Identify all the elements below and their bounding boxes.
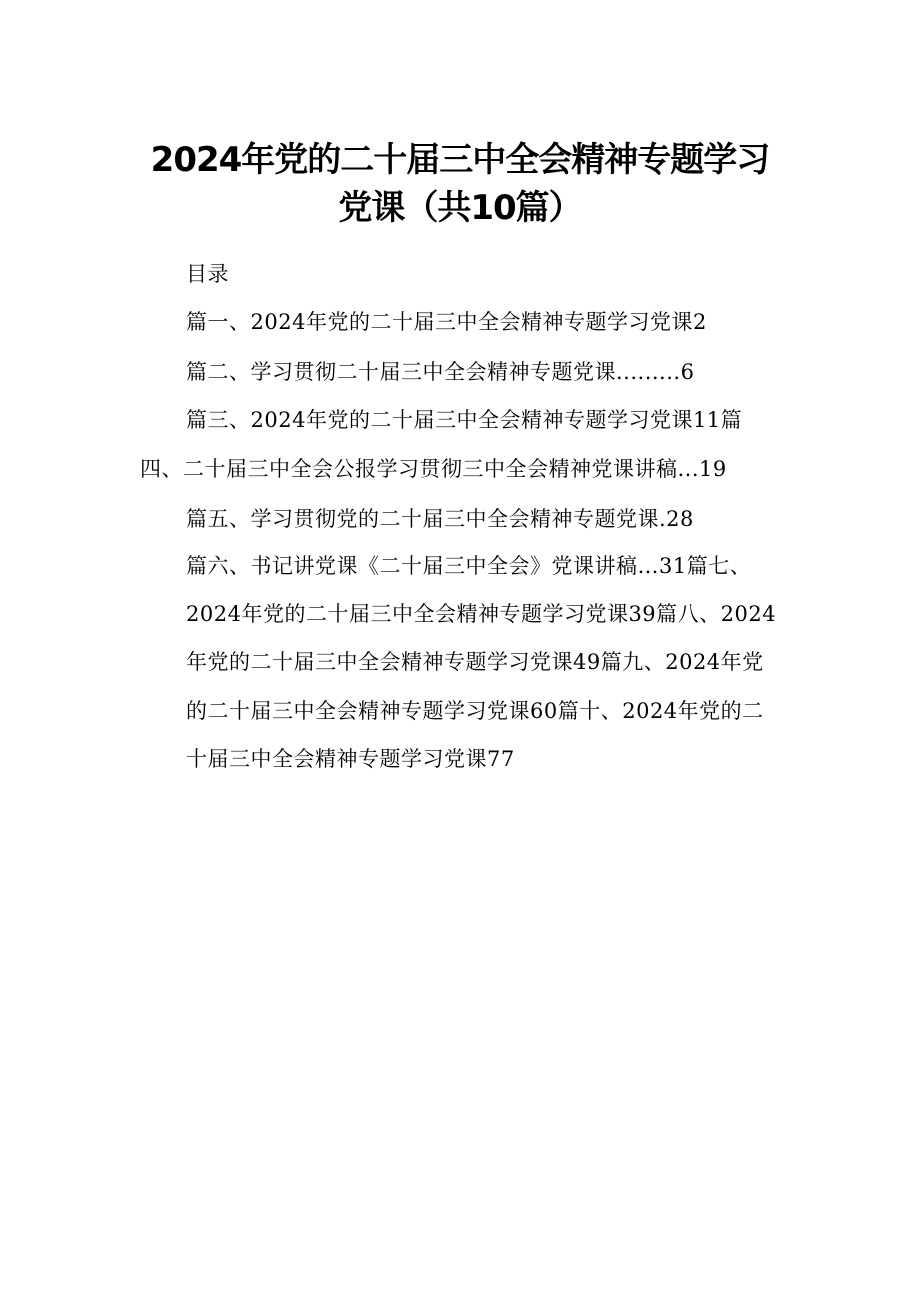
document-title-line-2: 党课（共10篇） [338, 188, 582, 228]
toc-line: 年党的二十届三中全会精神专题学习党课49篇九、2024年党 [186, 650, 764, 674]
toc-line: 篇五、学习贯彻党的二十届三中全会精神专题党课.28 [186, 507, 694, 531]
toc-line: 四、二十届三中全会公报学习贯彻三中全会精神党课讲稿...19 [140, 457, 727, 481]
toc-line: 2024年党的二十届三中全会精神专题学习党课39篇八、2024 [186, 602, 777, 626]
toc-line: 篇一、2024年党的二十届三中全会精神专题学习党课2 [186, 310, 707, 334]
toc-line: 的二十届三中全会精神专题学习党课60篇十、2024年党的二 [186, 699, 764, 723]
toc-line: 十届三中全会精神专题学习党课77 [186, 747, 515, 771]
toc-heading: 目录 [186, 262, 229, 286]
toc-line: 篇三、2024年党的二十届三中全会精神专题学习党课11篇 [186, 408, 743, 432]
document-title-line-1: 2024年党的二十届三中全会精神专题学习 [150, 140, 770, 180]
toc-line: 篇二、学习贯彻二十届三中全会精神专题党课.........6 [186, 360, 695, 384]
toc-line: 篇六、书记讲党课《二十届三中全会》党课讲稿…31篇七、 [186, 554, 752, 578]
